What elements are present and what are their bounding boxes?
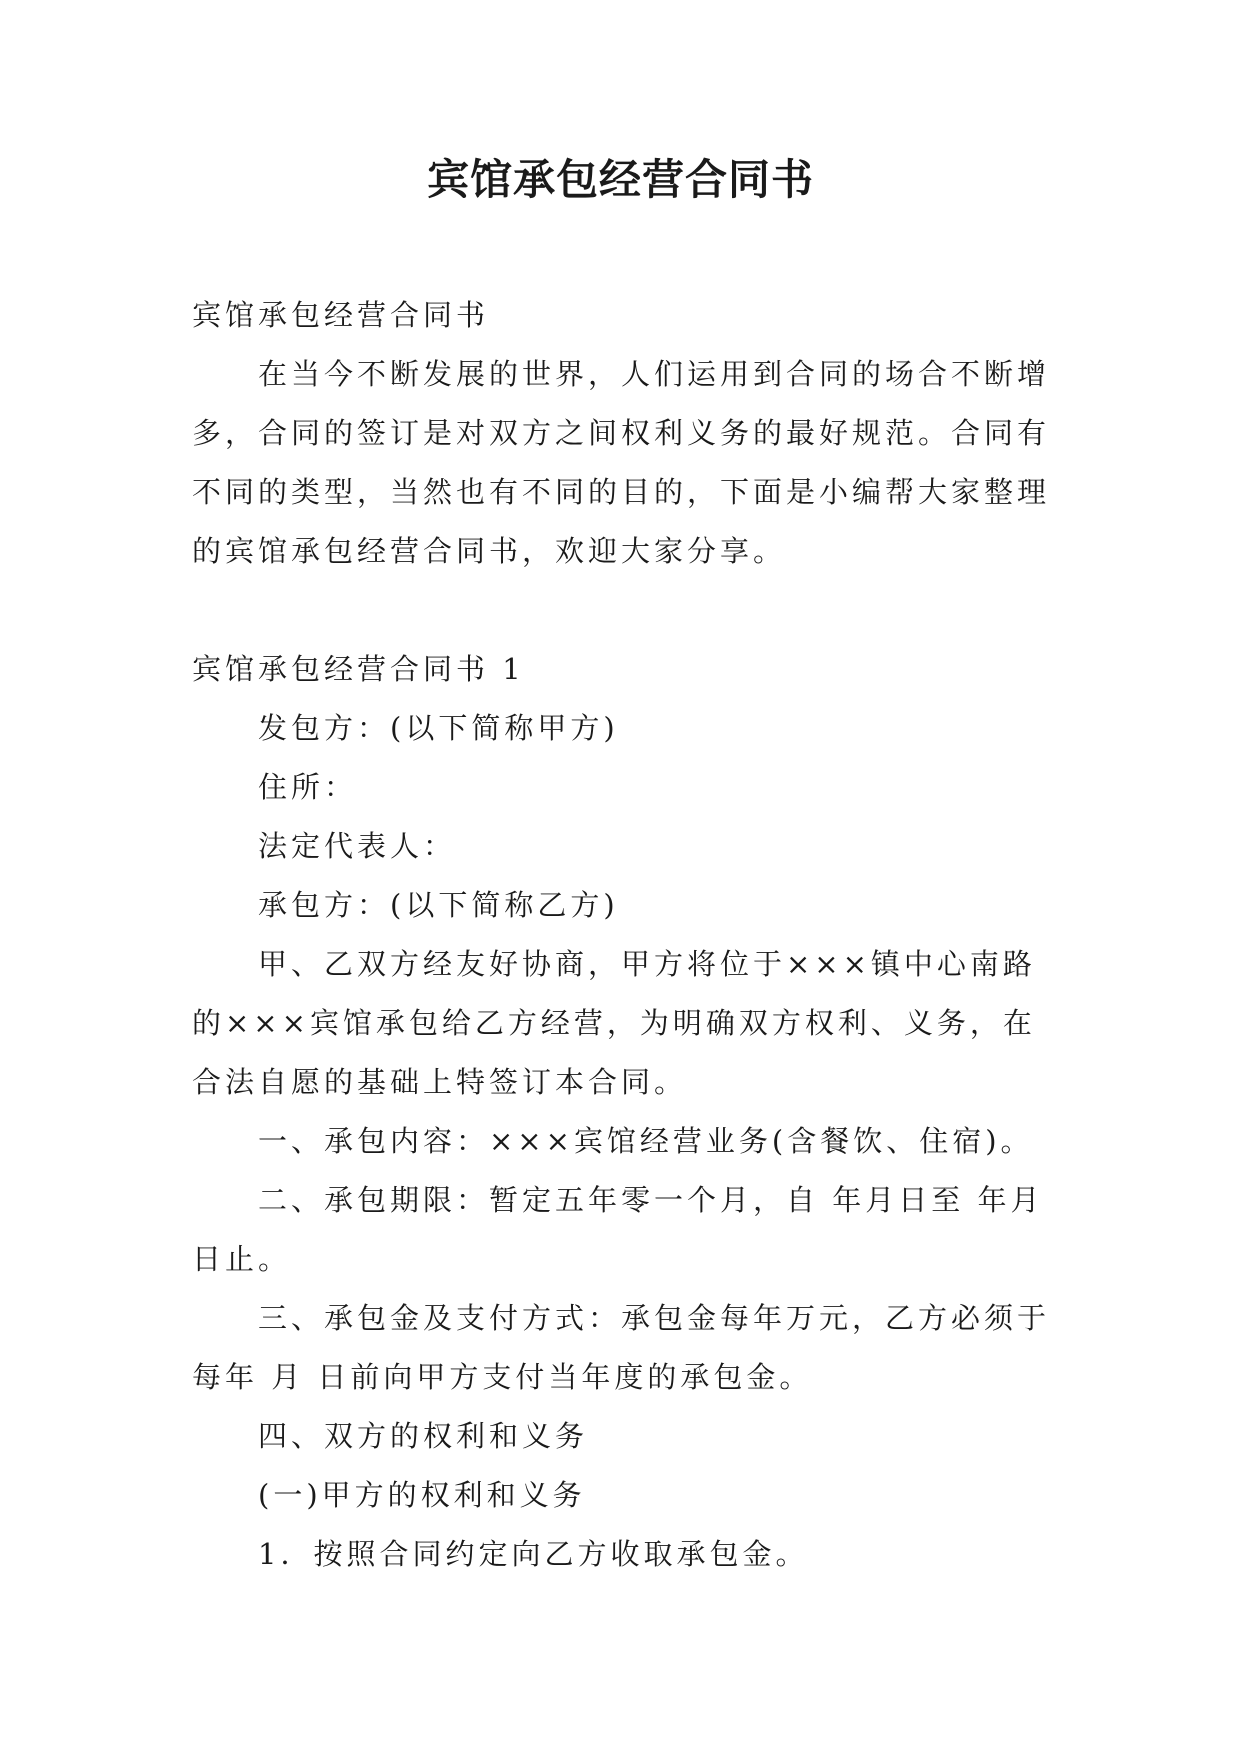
- paragraph-gap: [192, 581, 1052, 640]
- paragraph-subclause-a: (一)甲方的权利和义务: [258, 1478, 586, 1512]
- paragraph-clause-2: 二、承包期限：暂定五年零一个月，自 年月日至 年月 日止。: [192, 1183, 1044, 1276]
- document-title: 宾馆承包经营合同书: [426, 155, 814, 204]
- paragraph-item-1: 1．按照合同约定向乙方收取承包金。: [258, 1537, 809, 1571]
- section-title: 宾馆承包经营合同书 1: [192, 652, 525, 686]
- paragraph-preamble: 甲、乙双方经友好协商，甲方将位于×××镇中心南路的×××宾馆承包给乙方经营，为明确双方权利、义务，在合法自愿的基础上特签订本合同。: [192, 947, 1036, 1099]
- subtitle: 宾馆承包经营合同书: [192, 298, 490, 332]
- paragraph-address: 住所：: [258, 770, 358, 804]
- paragraph-contractor: 承包方：(以下简称乙方): [258, 888, 619, 922]
- paragraph-clause-3: 三、承包金及支付方式：承包金每年万元，乙方必须于每年 月 日前向甲方支付当年度的承包金。: [192, 1301, 1051, 1394]
- paragraph-employer: 发包方：(以下简称甲方): [258, 711, 619, 745]
- document-body: [192, 286, 1052, 1584]
- paragraph-legal-rep: 法定代表人：: [258, 829, 457, 863]
- paragraph-clause-4: 四、双方的权利和义务: [258, 1419, 589, 1453]
- intro-paragraph: 在当今不断发展的世界，人们运用到合同的场合不断增多，合同的签订是对双方之间权利义务的最好规范。合同有不同的类型，当然也有不同的目的，下面是小编帮大家整理的宾馆承包经营合同书，欢迎大家分享。: [192, 357, 1051, 568]
- paragraph-clause-1: 一、承包内容：×××宾馆经营业务(含餐饮、住宿)。: [258, 1124, 1034, 1158]
